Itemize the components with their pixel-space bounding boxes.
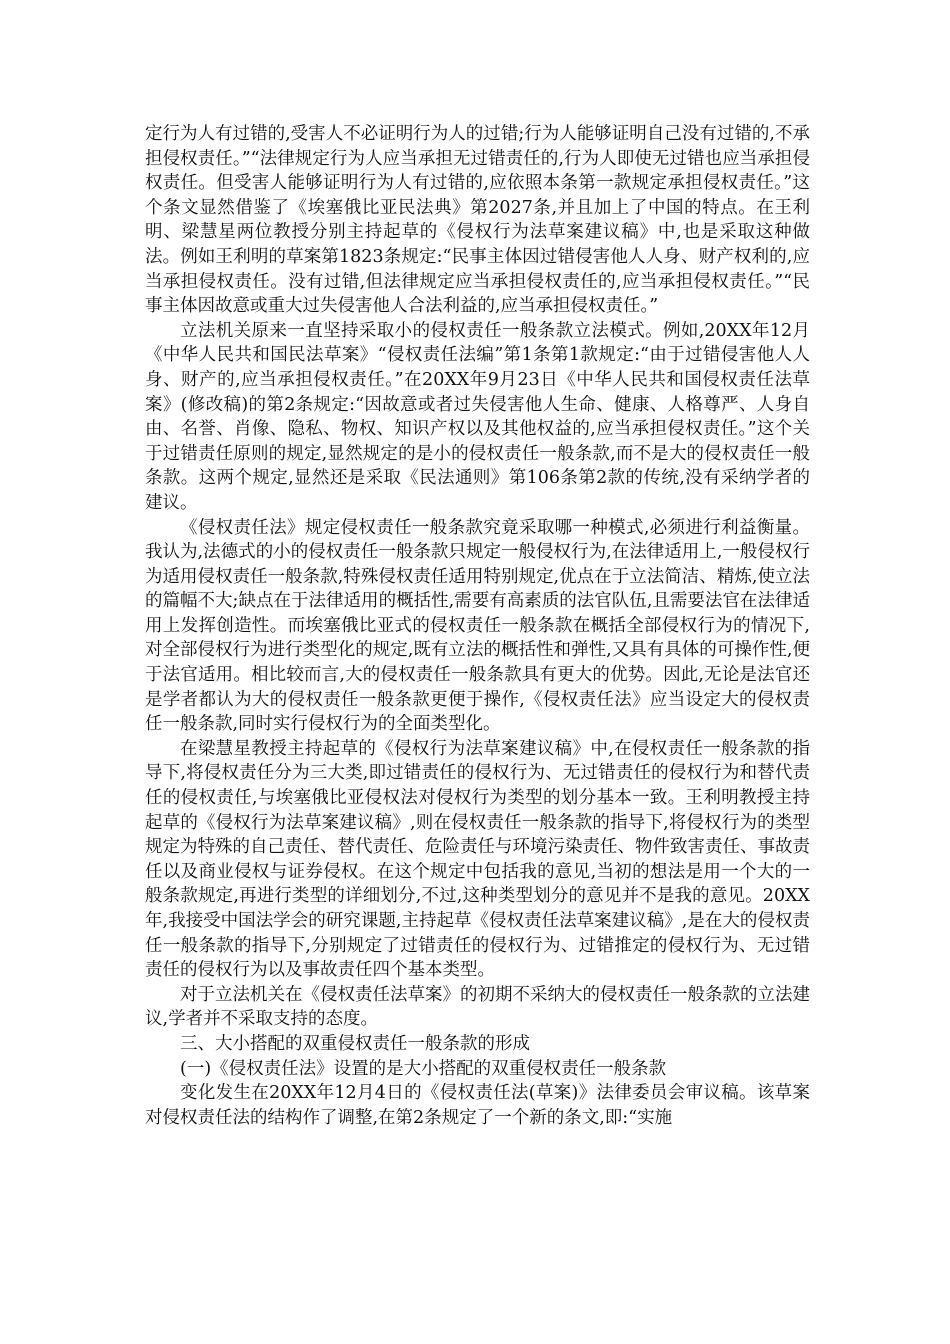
paragraph-1: 定行为人有过错的,受害人不必证明行为人的过错;行为人能够证明自己没有过错的,不承担侵权责任。”“法律规定行为人应当承担无过错责任的,行为人即使无过错也应当承担侵权责任。但受害人能够证明行为人有过错的,应依照本条第一款规定承担侵权责任。”这个条文显然借鉴了《埃塞俄比亚民法典》第2027条,并且加上了中国的特点。在王利明、梁慧星两位教授分别主持起草的《侵权行为法草案建议稿》中,也是采取这种做法。例如王利明的草案第1823条规定:“民事主体因过错侵害他人人身、财产权利的,应当承担侵权责任。没有过错,但法律规定应当承担侵权责任的,应当承担侵权责任。”“民事主体因故意或重大过失侵害他人合法利益的,应当承担侵权责任。” bbox=[145, 124, 810, 317]
subsection-heading: (一)《侵权责任法》设置的是大小搭配的双重侵权责任一般条款 bbox=[180, 1058, 667, 1079]
section-heading: 三、大小搭配的双重侵权责任一般条款的形成 bbox=[180, 1033, 530, 1054]
document-body bbox=[145, 122, 810, 1130]
paragraph-4: 在梁慧星教授主持起草的《侵权行为法草案建议稿》中,在侵权责任一般条款的指导下,将侵权责任分为三大类,即过错责任的侵权行为、无过错责任的侵权行为和替代责任的侵权责任,与埃塞俄比亚侵权法对侵权行为类型的划分基本一致。王利明教授主持起草的《侵权行为法草案建议稿》,则在侵权责任一般条款的指导下,将侵权行为的类型规定为特殊的自己责任、替代责任、危险责任与环境污染责任、物件致害责任、事故责任以及商业侵权与证券侵权。在这个规定中包括我的意见,当初的想法是用一个大的一般条款规定,再进行类型的详细划分,不过,这种类型划分的意见并不是我的意见。20XX年,我接受中国法学会的研究课题,主持起草《侵权责任法草案建议稿》,是在大的侵权责任一般条款的指导下,分别规定了过错责任的侵权行为、过错推定的侵权行为、无过错责任的侵权行为以及事故责任四个基本类型。 bbox=[145, 738, 810, 981]
paragraph-2: 立法机关原来一直坚持采取小的侵权责任一般条款立法模式。例如,20XX年12月《中华人民共和国民法草案》“侵权责任法编”第1条第1款规定:“由于过错侵害他人人身、财产的,应当承担侵权责任。”在20XX年9月23日《中华人民共和国侵权责任法草案》(修改稿)的第2条规定:“因故意或者过失侵害他人生命、健康、人格尊严、人身自由、名誉、肖像、隐私、物权、知识产权以及其他权益的,应当承担侵权责任。”这个关于过错责任原则的规定,显然规定的是小的侵权责任一般条款,而不是大的侵权责任一般条款。这两个规定,显然还是采取《民法通则》第106条第2款的传统,没有采纳学者的建议。 bbox=[145, 320, 810, 513]
paragraph-6: 变化发生在20XX年12月4日的《侵权责任法(草案)》法律委员会审议稿。该草案对侵权责任法的结构作了调整,在第2条规定了一个新的条文,即:“实施 bbox=[145, 1083, 810, 1128]
paragraph-3: 《侵权责任法》规定侵权责任一般条款究竟采取哪一种模式,必须进行利益衡量。我认为,法德式的小的侵权责任一般条款只规定一般侵权行为,在法律适用上,一般侵权行为适用侵权责任一般条款,特殊侵权责任适用特别规定,优点在于立法简洁、精炼,使立法的篇幅不大;缺点在于法律适用的概括性,需要有高素质的法官队伍,且需要法官在法律适用上发挥创造性。而埃塞俄比亚式的侵权责任一般条款在概括全部侵权行为的情况下,对全部侵权行为进行类型化的规定,既有立法的概括性和弹性,又具有具体的可操作性,便于法官适用。相比较而言,大的侵权责任一般条款具有更大的优势。因此,无论是法官还是学者都认为大的侵权责任一般条款更便于操作,《侵权责任法》应当设定大的侵权责任一般条款,同时实行侵权行为的全面类型化。 bbox=[145, 517, 810, 735]
paragraph-5: 对于立法机关在《侵权责任法草案》的初期不采纳大的侵权责任一般条款的立法建议,学者并不采取支持的态度。 bbox=[145, 984, 810, 1030]
